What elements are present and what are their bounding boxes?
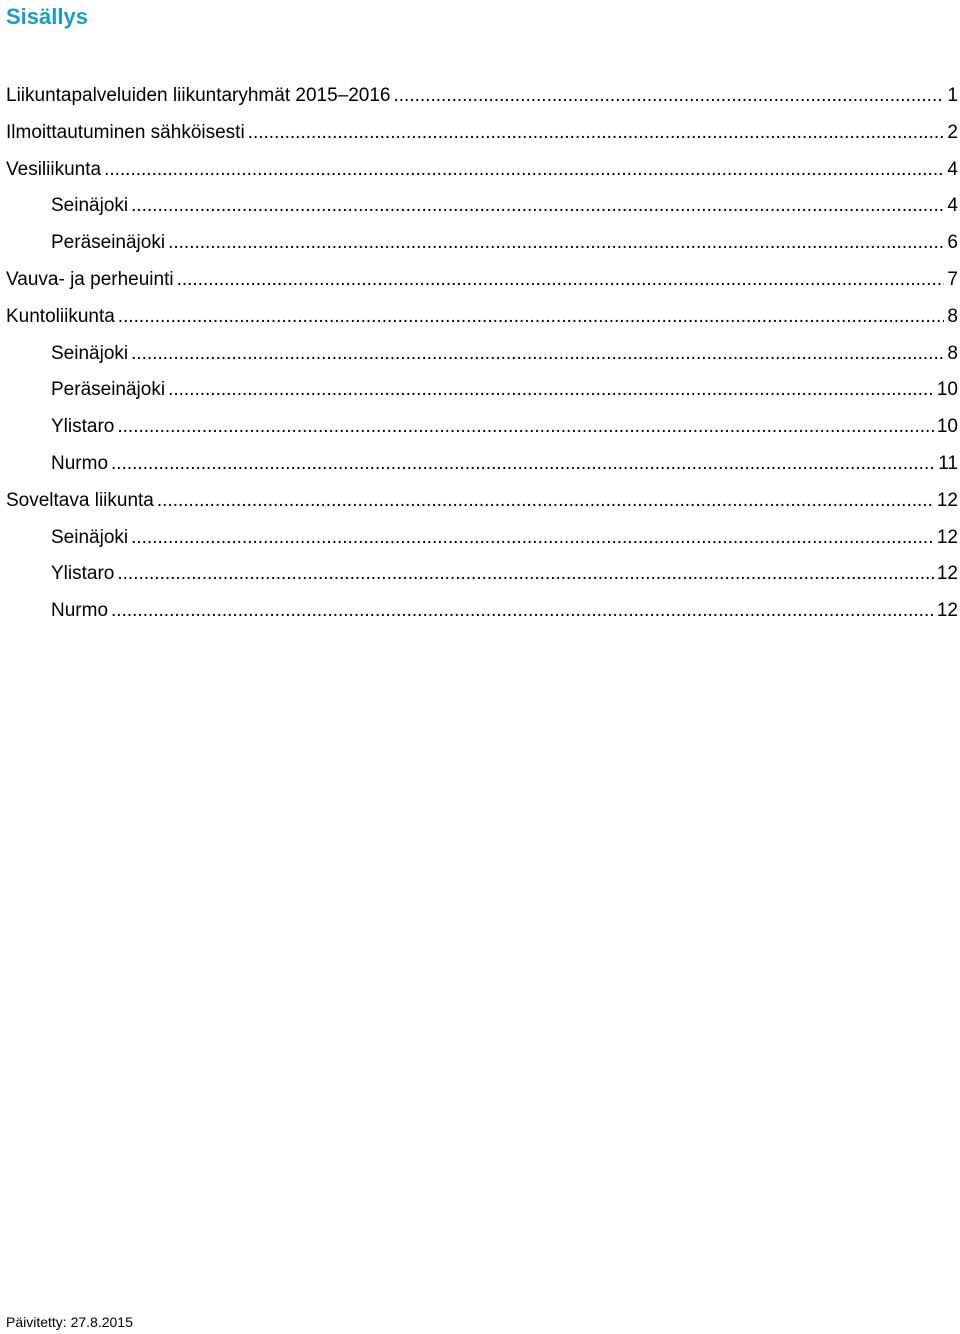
toc-dot-leader [118,303,945,331]
toc-entry-page: 11 [938,452,958,474]
toc-entry-page: 10 [936,379,958,401]
toc-dot-leader [111,450,935,478]
toc-entry-page: 6 [947,232,958,254]
toc-dot-leader [131,340,944,368]
toc-entry[interactable] [0,266,960,303]
footer-updated-date: Päivitetty: 27.8.2015 [6,1314,133,1330]
toc-dot-leader [157,487,934,515]
toc-entry[interactable] [0,303,960,340]
toc-entry-page: 8 [947,342,958,364]
toc-subentry[interactable] [0,450,960,487]
toc-dot-leader [131,524,934,552]
toc-subentry[interactable] [0,192,960,229]
toc-entry-page: 2 [947,121,958,143]
toc-entry-label: Ylistaro [51,563,115,585]
toc-dot-leader [111,597,934,625]
toc-entry-page: 7 [947,268,958,290]
toc-entry[interactable] [0,82,960,119]
toc-entry-label: Peräseinäjoki [51,379,166,401]
toc-dot-leader [117,413,934,441]
toc-entry-label: Liikuntapalveluiden liikuntaryhmät 2015–2016 [6,85,391,106]
toc-entry-page: 12 [936,489,958,511]
page-title: Sisällys [6,4,88,29]
toc-subentry[interactable] [0,560,960,597]
toc-entry-label: Ylistaro [51,416,115,438]
toc-entry-page: 12 [936,563,958,585]
toc-entry-page: 1 [947,85,958,106]
toc-entry-label: Seinäjoki [51,526,129,548]
toc-entry-label: Ilmoittautuminen sähköisesti [6,121,245,143]
toc-entry-page: 8 [947,305,958,327]
toc-entry-label: Nurmo [51,600,109,622]
toc-entry-label: Seinäjoki [51,342,129,364]
toc-subentry[interactable] [0,376,960,413]
toc-dot-leader [168,229,944,257]
toc-entry-label: Kuntoliikunta [6,305,115,327]
toc-entry-label: Vesiliikunta [6,158,102,180]
toc-dot-leader [131,192,944,220]
toc-dot-leader [394,82,945,110]
toc-entry[interactable] [0,156,960,193]
toc-entry-label: Peräseinäjoki [51,232,166,254]
toc-dot-leader [104,156,944,184]
toc-entry-page: 10 [936,416,958,438]
toc-entry[interactable] [0,487,960,524]
toc-dot-leader [248,119,945,147]
toc-subentry[interactable] [0,229,960,266]
toc-entry-label: Vauva- ja perheuinti [6,268,174,290]
toc-entry-page: 12 [936,526,958,548]
toc-entry-page: 4 [947,158,958,180]
toc-entry-label: Seinäjoki [51,195,129,217]
toc-entry[interactable] [0,119,960,156]
toc-subentry[interactable] [0,597,960,634]
toc-entry-label: Soveltava liikunta [6,489,154,511]
toc-entry-label: Nurmo [51,452,109,474]
toc-dot-leader [168,376,934,404]
toc-entry-page: 4 [947,195,958,217]
toc-subentry[interactable] [0,524,960,561]
table-of-contents [0,82,960,634]
toc-subentry[interactable] [0,413,960,450]
toc-entry-page: 12 [936,600,958,622]
toc-dot-leader [177,266,945,294]
toc-subentry[interactable] [0,340,960,377]
toc-dot-leader [117,560,934,588]
